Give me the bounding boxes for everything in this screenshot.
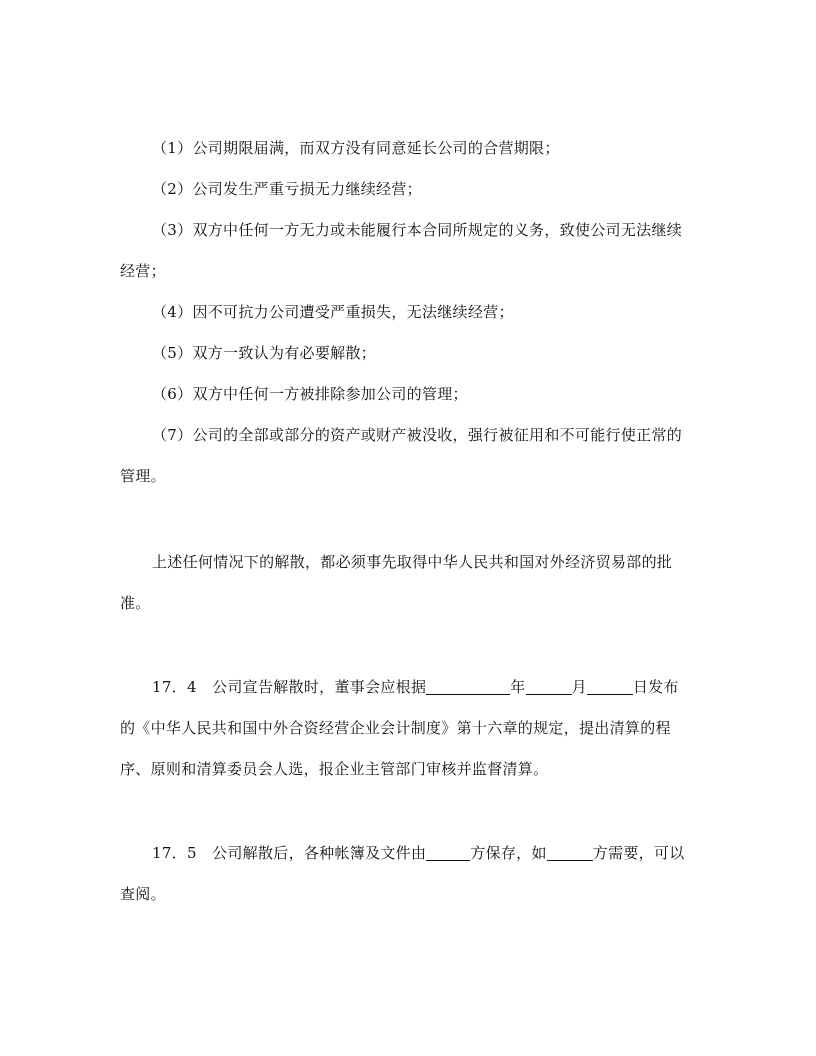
requesting-party-blank-field[interactable] <box>547 844 593 861</box>
condition-item-3: （3）双方中任何一方无力或未能履行本合同所规定的义务，致使公司无法继续 <box>152 221 683 239</box>
condition-item-2: （2）公司发生严重亏损无力继续经营； <box>152 180 422 198</box>
clause-17-5-text-c: 方需要，可以 <box>592 844 685 862</box>
condition-item-4: （4）因不可抗力公司遭受严重损失，无法继续经营； <box>152 303 514 321</box>
clause-17-5 <box>120 833 700 915</box>
day-blank-field[interactable] <box>587 678 633 695</box>
clause-17-4-number: 17．4 <box>152 678 197 696</box>
year-blank-field[interactable] <box>426 678 510 695</box>
dissolution-conditions-list <box>120 128 700 497</box>
clause-17-5-text-b: 方保存，如 <box>470 844 547 862</box>
clause-17-5-number: 17．5 <box>152 844 197 862</box>
condition-item-6: （6）双方中任何一方被排除参加公司的管理； <box>152 385 468 403</box>
clause-17-4 <box>120 667 700 790</box>
clause-17-5-line-1 <box>120 833 700 874</box>
condition-item-3-cont: 经营； <box>120 262 166 280</box>
clause-17-5-text-a: 公司解散后，各种帐簿及文件由 <box>212 844 427 862</box>
approval-line-2: 准。 <box>120 594 151 612</box>
condition-item-7-cont: 管理。 <box>120 467 166 485</box>
clause-17-4-line-2: 的《中华人民共和国中外合资经营企业会计制度》第十六章的规定，提出清算的程 <box>120 719 671 737</box>
year-label: 年 <box>510 678 526 696</box>
clause-17-4-line-3: 序、原则和清算委员会人选，报企业主管部门审核并监督清算。 <box>120 760 549 778</box>
clause-17-4-text-b: 日发布 <box>632 678 679 696</box>
clause-17-4-text-a: 公司宣告解散时，董事会应根据 <box>212 678 427 696</box>
clause-17-5-line-2: 查阅。 <box>120 885 166 903</box>
month-blank-field[interactable] <box>526 678 572 695</box>
keeper-party-blank-field[interactable] <box>426 844 470 861</box>
clause-17-4-line-1 <box>120 667 700 708</box>
condition-item-1: （1）公司期限届满，而双方没有同意延长公司的合营期限； <box>152 139 560 157</box>
condition-item-5: （5）双方一致认为有必要解散； <box>152 344 377 362</box>
condition-item-7: （7）公司的全部或部分的资产或财产被没收，强行被征用和不可能行使正常的 <box>152 426 683 444</box>
approval-paragraph <box>120 542 700 624</box>
approval-line-1: 上述任何情况下的解散，都必须事先取得中华人民共和国对外经济贸易部的批 <box>152 553 673 571</box>
month-label: 月 <box>571 678 587 696</box>
